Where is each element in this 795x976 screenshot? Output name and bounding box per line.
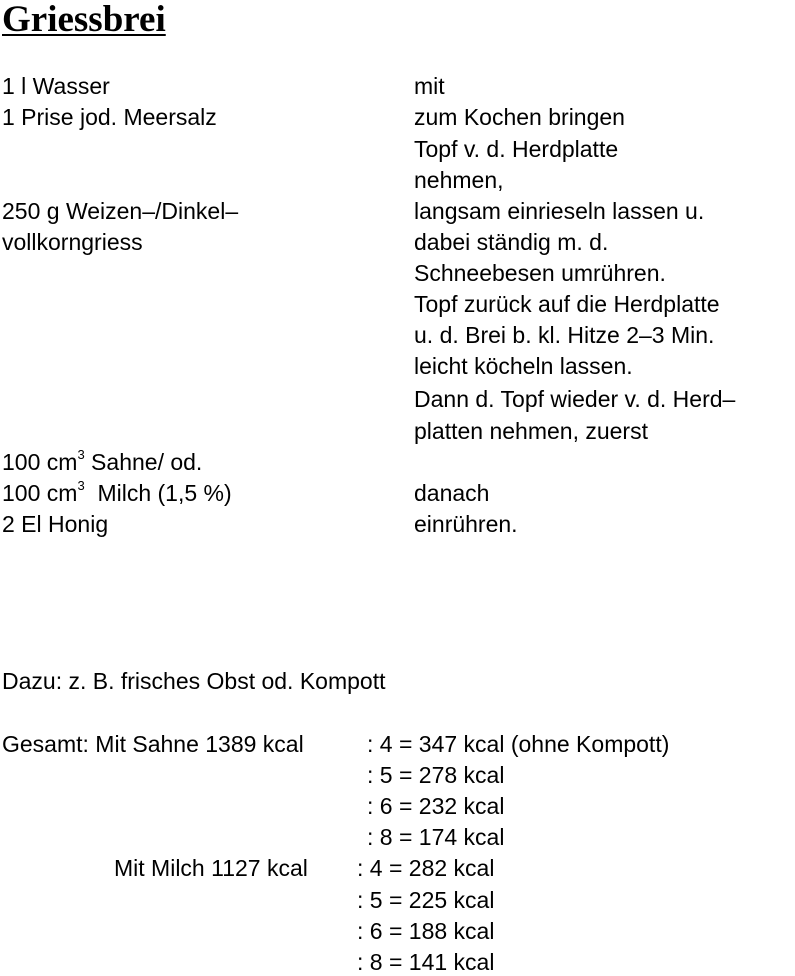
step-line: mit [414, 73, 445, 99]
ingredient-griess-line2: vollkorngriess [2, 229, 143, 255]
total-sahne-label: Gesamt: Mit Sahne 1389 kcal [2, 731, 304, 757]
step-line: Dann d. Topf wieder v. d. Herd– [414, 386, 736, 412]
step-line: danach [414, 480, 490, 506]
sahne-unit-exponent: 3 [77, 447, 85, 463]
serving-suggestion: Dazu: z. B. frisches Obst od. Kompott [2, 668, 386, 694]
step-line: u. d. Brei b. kl. Hitze 2–3 Min. [414, 322, 715, 348]
ingredient-honig: 2 El Honig [2, 511, 109, 537]
ingredient-griess-line1: 250 g Weizen–/Dinkel– [2, 198, 239, 224]
total-milch-row: : 5 = 225 kcal [357, 887, 495, 913]
total-milch-row: : 4 = 282 kcal [357, 855, 495, 881]
step-line: platten nehmen, zuerst [414, 418, 648, 444]
step-line: Topf zurück auf die Herdplatte [414, 291, 720, 317]
total-milch-row: : 6 = 188 kcal [357, 918, 495, 944]
total-sahne-row: : 4 = 347 kcal (ohne Kompott) [367, 731, 670, 757]
total-milch-row: : 8 = 141 kcal [357, 949, 495, 975]
total-sahne-row: : 8 = 174 kcal [367, 824, 505, 850]
step-line: leicht köcheln lassen. [414, 353, 633, 379]
ingredient-sahne [2, 449, 202, 476]
total-sahne-row: : 6 = 232 kcal [367, 793, 505, 819]
ingredient-wasser: 1 l Wasser [2, 73, 110, 99]
total-sahne-row: : 5 = 278 kcal [367, 762, 505, 788]
ingredient-milch [2, 480, 232, 507]
milch-unit-exponent: 3 [77, 478, 85, 494]
step-line: einrühren. [414, 511, 518, 537]
step-line: Schneebesen umrühren. [414, 260, 666, 286]
ingredient-salz: 1 Prise jod. Meersalz [2, 104, 217, 130]
milch-name: Milch (1,5 %) [84, 480, 232, 506]
sahne-amount: 100 cm [2, 449, 78, 475]
recipe-title: Griessbrei [2, 0, 166, 40]
step-line: Topf v. d. Herdplatte [414, 136, 619, 162]
milch-amount: 100 cm [2, 480, 78, 506]
step-line: nehmen, [414, 167, 504, 193]
sahne-name: Sahne/ od. [84, 449, 203, 475]
step-line: dabei ständig m. d. [414, 229, 609, 255]
step-line: langsam einrieseln lassen u. [414, 198, 705, 224]
step-line: zum Kochen bringen [414, 104, 625, 130]
total-milch-label: Mit Milch 1127 kcal [114, 855, 308, 881]
